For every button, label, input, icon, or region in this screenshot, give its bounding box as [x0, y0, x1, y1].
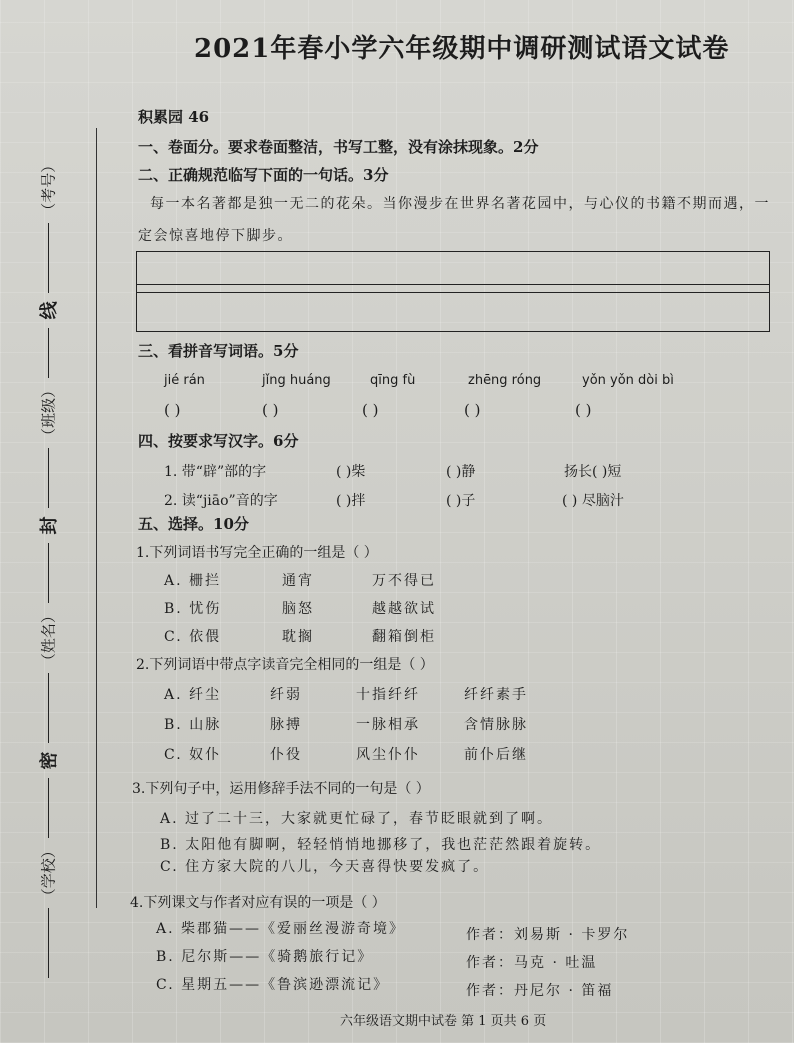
blank-line: [47, 448, 49, 508]
q1-heading: 一、卷面分。要求卷面整洁，书写工整，没有涂抹现象。2分: [138, 138, 539, 156]
choice-3-stem: 3.下列句子中，运用修辞手法不同的一句是（ ）: [132, 781, 430, 797]
box-rule: [137, 292, 769, 293]
choice-3-c[interactable]: C. 住方家大院的八儿，今天喜得快要发疯了。: [160, 859, 490, 875]
choice-4-a-author: 作者：刘易斯 · 卡罗尔: [466, 927, 630, 943]
blank-line: [47, 673, 49, 743]
page-footer: 六年级语文期中试卷 第 1 页共 6 页: [340, 1014, 547, 1029]
q4-row2-label: 2. 读“jiāo”音的字: [164, 493, 278, 509]
choice-2-b-word4: 含情脉脉: [464, 717, 528, 733]
name-label: （姓名）: [39, 608, 58, 669]
q5-heading: 五、选择。10分: [138, 515, 249, 533]
q4-heading: 四、按要求写汉字。6分: [138, 432, 299, 450]
choice-2-c[interactable]: C. 奴仆: [164, 747, 222, 763]
blank-line: [47, 328, 49, 378]
copy-writing-box[interactable]: [136, 251, 770, 332]
pinyin-3: qīng fù: [370, 373, 416, 388]
box-rule: [137, 284, 769, 285]
choice-4-b[interactable]: B. 尼尔斯——《骑鹅旅行记》: [156, 949, 374, 965]
choice-2-b-word2: 脉搏: [270, 717, 302, 733]
mark-feng: 封: [39, 516, 60, 535]
q4-row1-blank1[interactable]: ( )柴: [336, 464, 366, 480]
pinyin-5: yǒn yǒn dòi bì: [582, 373, 674, 388]
q4-row2-blank3[interactable]: ( ) 尽脑汁: [562, 493, 624, 509]
q4-row2-blank2[interactable]: ( )子: [446, 493, 476, 509]
pinyin-1: jié rán: [164, 373, 205, 388]
pinyin-2: jǐng huáng: [262, 373, 331, 388]
q2-passage: 每一本名著都是独一无二的花朵。当你漫步在世界名著花园中，与心仪的书籍不期而遇，一定会惊喜地停下脚步。: [138, 196, 770, 244]
choice-2-a[interactable]: A. 纤尘: [164, 687, 222, 703]
choice-1-b-word3: 越越欲试: [372, 601, 436, 617]
exam-title: 2021年春小学六年级期中调研测试语文试卷: [194, 34, 730, 64]
answer-blank-5[interactable]: ( ): [575, 401, 592, 419]
choice-4-c-author: 作者：丹尼尔 · 笛福: [466, 983, 614, 999]
choice-1-stem: 1.下列词语书写完全正确的一组是（ ）: [136, 545, 378, 561]
binding-margin: [35, 78, 75, 978]
choice-3-a[interactable]: A. 过了二十三，大家就更忙碌了，春节眨眼就到了啊。: [160, 811, 554, 827]
choice-2-c-word3: 风尘仆仆: [356, 747, 420, 763]
choice-2-c-word2: 仆役: [270, 747, 302, 763]
choice-2-c-word4: 前仆后继: [464, 747, 528, 763]
choice-1-b[interactable]: B. 忧伤: [164, 601, 222, 617]
q4-row1-label: 1. 带“辟”部的字: [164, 464, 267, 480]
class-label: （班级）: [39, 382, 58, 443]
choice-4-c[interactable]: C. 星期五——《鲁滨逊漂流记》: [156, 977, 390, 993]
choice-2-a-word3: 十指纤纤: [356, 687, 420, 703]
q2-heading: 二、正确规范临写下面的一句话。3分: [138, 166, 389, 184]
section-label: 积累园 46: [138, 108, 210, 126]
choice-2-b-word3: 一脉相承: [356, 717, 420, 733]
choice-1-c-word2: 耽搁: [282, 629, 314, 645]
choice-1-c[interactable]: C. 依偎: [164, 629, 222, 645]
school-label: （学校）: [39, 843, 58, 904]
pinyin-4: zhēng róng: [468, 373, 542, 388]
q4-row2-blank1[interactable]: ( )拌: [336, 493, 366, 509]
answer-blank-2[interactable]: ( ): [262, 401, 279, 419]
answer-blank-3[interactable]: ( ): [362, 401, 379, 419]
blank-line: [47, 908, 49, 978]
number-label: （考号）: [39, 157, 58, 218]
choice-2-stem: 2.下列词语中带点字读音完全相同的一组是（ ）: [136, 657, 434, 673]
choice-2-a-word4: 纤纤素手: [464, 687, 528, 703]
choice-3-b[interactable]: B. 太阳他有脚啊，轻轻悄悄地挪移了，我也茫茫然跟着旋转。: [160, 837, 602, 853]
q3-heading: 三、看拼音写词语。5分: [138, 342, 299, 360]
blank-line: [47, 543, 49, 603]
binding-line: [96, 128, 97, 908]
choice-4-b-author: 作者：马克 · 吐温: [466, 955, 598, 971]
choice-4-stem: 4.下列课文与作者对应有误的一项是（ ）: [130, 895, 386, 911]
choice-2-a-word2: 纤弱: [270, 687, 302, 703]
mark-xian: 线: [39, 301, 60, 320]
blank-line: [47, 223, 49, 293]
choice-1-a[interactable]: A. 栅拦: [164, 573, 222, 589]
choice-4-a[interactable]: A. 柴郡猫——《爱丽丝漫游奇境》: [156, 921, 406, 937]
q4-row1-blank2[interactable]: ( )静: [446, 464, 476, 480]
choice-1-c-word3: 翻箱倒柜: [372, 629, 436, 645]
choice-2-b[interactable]: B. 山脉: [164, 717, 222, 733]
q4-row1-blank3[interactable]: 扬长( )短: [564, 464, 622, 480]
answer-blank-1[interactable]: ( ): [164, 401, 181, 419]
answer-blank-4[interactable]: ( ): [464, 401, 481, 419]
mark-mi: 密: [39, 751, 60, 770]
blank-line: [47, 778, 49, 838]
choice-1-a-word2: 通宵: [282, 573, 314, 589]
choice-1-a-word3: 万不得已: [372, 573, 436, 589]
choice-1-b-word2: 脑怒: [282, 601, 314, 617]
